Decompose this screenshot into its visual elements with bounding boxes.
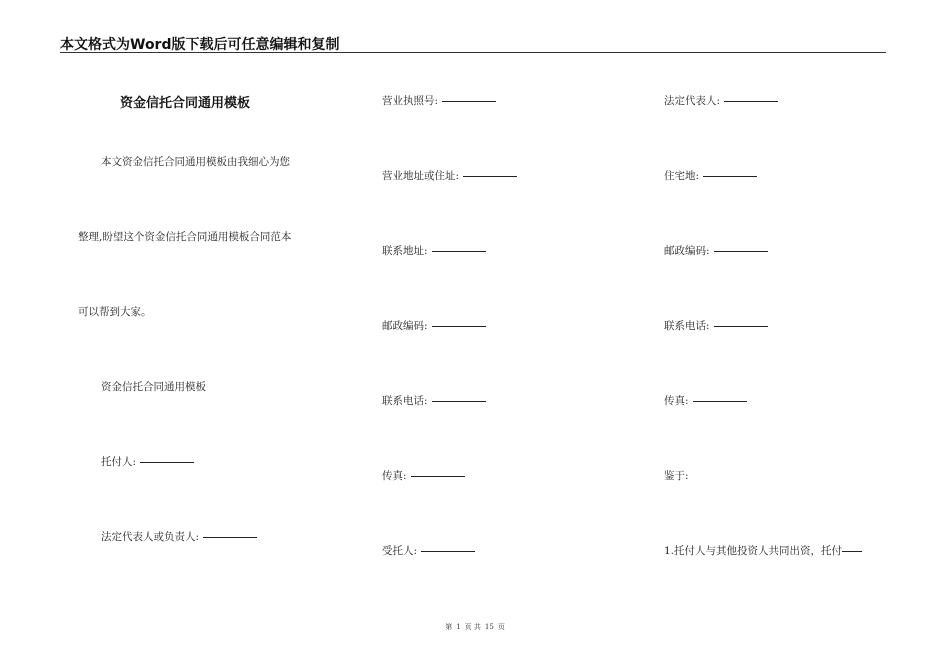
footer-suffix: 页 bbox=[497, 623, 505, 631]
field-phone bbox=[382, 393, 486, 408]
whereas-heading: 鉴于: bbox=[664, 470, 689, 482]
page-footer bbox=[0, 622, 950, 632]
intro-line-3: 可以帮到大家。 bbox=[78, 306, 152, 318]
field-label: 法定代表人: bbox=[664, 95, 721, 107]
field-label: 托付人: bbox=[101, 456, 137, 468]
fill-blank bbox=[432, 401, 486, 402]
field-label: 邮政编码: bbox=[664, 245, 710, 257]
field-trustee bbox=[382, 543, 475, 558]
field-label: 法定代表人或负责人: bbox=[101, 531, 200, 543]
clause-text: 1.托付人与其他投资人共同出资，托付 bbox=[664, 545, 843, 557]
fill-blank bbox=[140, 462, 194, 463]
field-label: 邮政编码: bbox=[382, 320, 428, 332]
fill-blank bbox=[693, 401, 747, 402]
intro-line-1: 本文资金信托合同通用模板由我细心为您 bbox=[101, 156, 290, 168]
field-label: 联系电话: bbox=[382, 395, 428, 407]
field-label: 联系地址: bbox=[382, 245, 428, 257]
footer-page-number: 1 bbox=[456, 623, 461, 631]
field-label: 传真: bbox=[382, 470, 407, 482]
field-postal-code bbox=[382, 318, 486, 333]
fill-blank bbox=[411, 476, 465, 477]
document-header: 本文格式为Word版下载后可任意编辑和复制 bbox=[60, 37, 340, 53]
fill-blank bbox=[463, 176, 517, 177]
field-fax-2 bbox=[664, 393, 747, 408]
fill-blank bbox=[203, 537, 257, 538]
footer-total-pages: 15 bbox=[484, 623, 494, 631]
header-divider bbox=[60, 52, 886, 53]
fill-blank bbox=[842, 551, 862, 552]
field-contact-address bbox=[382, 243, 486, 258]
fill-blank bbox=[714, 251, 768, 252]
field-label: 住宅地: bbox=[664, 170, 700, 182]
field-business-address bbox=[382, 168, 517, 183]
field-business-license bbox=[382, 93, 496, 108]
intro-line-2: 整理,盼望这个资金信托合同通用模板合同范本 bbox=[78, 231, 292, 243]
fill-blank bbox=[714, 326, 768, 327]
fill-blank bbox=[724, 101, 778, 102]
field-phone-2 bbox=[664, 318, 768, 333]
footer-prefix: 第 bbox=[445, 623, 453, 631]
fill-blank bbox=[432, 326, 486, 327]
field-residence bbox=[664, 168, 757, 183]
field-trustor bbox=[101, 454, 194, 469]
footer-mid: 页 共 bbox=[464, 623, 481, 631]
fill-blank bbox=[432, 251, 486, 252]
section-heading: 资金信托合同通用模板 bbox=[101, 381, 206, 393]
document-title: 资金信托合同通用模板 bbox=[120, 96, 251, 111]
field-label: 营业执照号: bbox=[382, 95, 439, 107]
field-label: 传真: bbox=[664, 395, 689, 407]
field-fax bbox=[382, 468, 465, 483]
fill-blank bbox=[421, 551, 475, 552]
fill-blank bbox=[442, 101, 496, 102]
field-label: 营业地址或住址: bbox=[382, 170, 460, 182]
field-label: 受托人: bbox=[382, 545, 418, 557]
field-postal-code-2 bbox=[664, 243, 768, 258]
field-legal-rep bbox=[664, 93, 778, 108]
fill-blank bbox=[703, 176, 757, 177]
clause-1 bbox=[664, 543, 862, 558]
field-label: 联系电话: bbox=[664, 320, 710, 332]
field-legal-rep-or-head bbox=[101, 529, 257, 544]
